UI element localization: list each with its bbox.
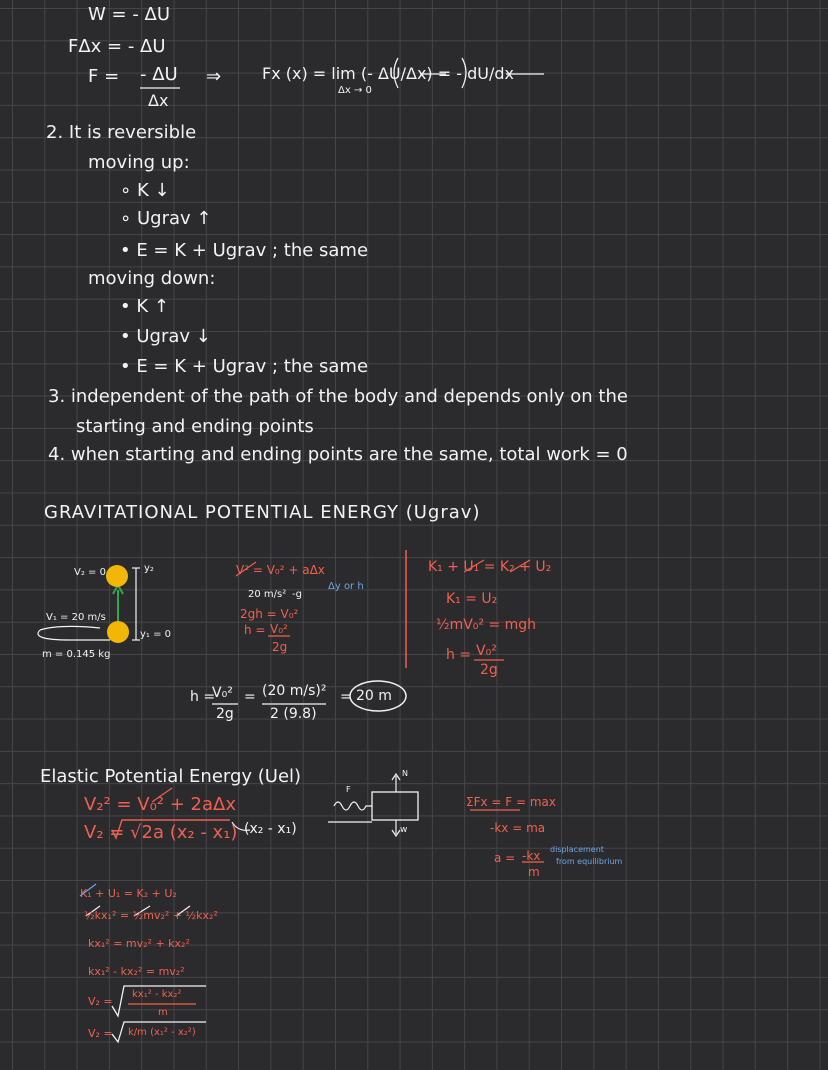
- moving-down-label: moving down:: [88, 268, 216, 289]
- eq-force-num: - ΔU: [140, 64, 178, 85]
- lim-subscript: Δx → 0: [338, 85, 372, 96]
- down-item-1: • K ↑: [120, 296, 169, 317]
- hooke-eq: -kx = ma: [490, 821, 546, 835]
- label-force: F: [346, 785, 351, 794]
- property-3-line2: starting and ending points: [76, 416, 314, 437]
- up-item-3: • E = K + Ugrav ; the same: [120, 240, 369, 261]
- property-2: 2. It is reversible: [46, 122, 197, 143]
- eq-force-displacement: FΔx = - ΔU: [68, 36, 166, 57]
- label-y2: y₂: [144, 563, 154, 574]
- deriv-v2-den: m: [158, 1007, 168, 1018]
- gravitational-heading: GRAVITATIONAL POTENTIAL ENERGY (Ugrav): [44, 502, 481, 523]
- sum-forces: ΣFx = F = max: [466, 795, 556, 809]
- implies-arrow: ⇒: [206, 66, 222, 87]
- deriv-final-lhs: V₂ =: [88, 1027, 113, 1040]
- label-weight: w: [400, 825, 408, 835]
- displacement-note: displacement: [550, 845, 604, 854]
- result-eq2: =: [340, 689, 352, 705]
- mv-equals-mgh: ½mV₀² = mgh: [436, 617, 537, 633]
- deriv-half: ½kx₁² = ½mv₂² + ½kx₂²: [84, 909, 218, 922]
- h-lhs-right: h =: [446, 647, 472, 663]
- label-v1: V₁ = 20 m/s: [46, 612, 106, 623]
- label-y1: y₁ = 0: [140, 629, 172, 640]
- eq-derivative: Fx (x) = lim (- ΔU/Δx) = - dU/dx: [262, 64, 514, 83]
- label-v2: V₂ = 0: [74, 567, 106, 578]
- eq-h-lhs: h =: [244, 623, 266, 637]
- property-3-line1: 3. independent of the path of the body and depends only on the: [48, 386, 628, 407]
- elastic-heading: Elastic Potential Energy (Uel): [40, 766, 302, 787]
- deriv-v2-lhs: V₂ =: [88, 995, 113, 1008]
- ball-top: [106, 565, 128, 587]
- energy-conservation: K₁ + U₁ = K₂ + U₂: [428, 559, 552, 575]
- kinematics-dy: Δy or h: [328, 581, 364, 592]
- up-item-1: ∘ K ↓: [120, 180, 170, 201]
- down-item-2: • Ugrav ↓: [120, 326, 211, 347]
- result-num1: V₀²: [212, 685, 233, 701]
- ball-bottom: [107, 621, 129, 643]
- k1-equals-u2: K₁ = U₂: [446, 591, 498, 607]
- accel-lhs: a =: [494, 851, 516, 865]
- eq-h-den: 2g: [272, 640, 288, 654]
- eq-2gh: 2gh = V₀²: [240, 607, 299, 621]
- accel-num: -kx: [522, 849, 541, 863]
- property-4: 4. when starting and ending points are the same, total work = 0: [48, 444, 628, 465]
- deriv-simplified: kx₁² = mv₂² + kx₂²: [88, 937, 190, 950]
- kinematics-eq: V² = V₀² + aΔx: [236, 563, 325, 577]
- moving-up-label: moving up:: [88, 152, 190, 173]
- eq-force-lhs: F =: [88, 66, 120, 87]
- spring: [334, 802, 372, 810]
- equilibrium-note: from equilibrium: [556, 857, 623, 866]
- result-eq1: =: [244, 689, 256, 705]
- result-answer: 20 m: [356, 688, 392, 704]
- kinematics-accel: 20 m/s²: [248, 589, 287, 600]
- eq-force-den: Δx: [148, 91, 169, 110]
- accel-den: m: [528, 865, 540, 879]
- result-den1: 2g: [216, 706, 234, 722]
- eq-work: W = - ΔU: [88, 4, 171, 25]
- elastic-kinematics: V₂² = V₀² + 2aΔx: [84, 794, 236, 815]
- deriv-rearranged: kx₁² - kx₂² = mv₂²: [88, 965, 185, 978]
- h-num-right: V₀²: [476, 643, 497, 659]
- kinematics-g: -g: [292, 589, 302, 600]
- result-num2: (20 m/s)²: [262, 683, 327, 699]
- label-normal: N: [402, 769, 408, 778]
- hand-sketch: [38, 630, 110, 640]
- deriv-v2-num: kx₁² - kx₂²: [132, 989, 182, 1000]
- elastic-dx-note: (x₂ - x₁): [244, 821, 297, 837]
- eq-h-num: V₀²: [270, 622, 288, 636]
- up-item-2: ∘ Ugrav ↑: [120, 208, 212, 229]
- label-mass: m = 0.145 kg: [42, 649, 111, 660]
- elastic-v2: V₂ = √2a (x₂ - x₁): [84, 822, 238, 843]
- deriv-energy: K₁ + U₁ = K₂ + U₂: [80, 887, 177, 900]
- down-item-3: • E = K + Ugrav ; the same: [120, 356, 369, 377]
- result-lhs: h =: [190, 689, 216, 705]
- block: [372, 792, 418, 820]
- result-den2: 2 (9.8): [270, 706, 317, 722]
- deriv-final-body: k/m (x₁² - x₂²): [128, 1027, 196, 1038]
- h-den-right: 2g: [480, 662, 498, 678]
